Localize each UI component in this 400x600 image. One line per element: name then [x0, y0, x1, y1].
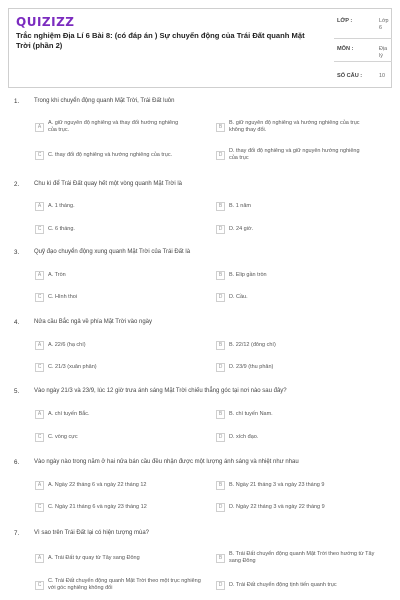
- option-d[interactable]: [216, 576, 394, 594]
- option-letter: D: [216, 433, 225, 442]
- option-letter: D: [216, 363, 225, 372]
- subject-field: [334, 39, 392, 62]
- option-text: C. Trái Đất chuyển động quanh Mặt Trời theo một trục nghiêng với góc nghiêng không đổi: [48, 578, 201, 591]
- option-text: D. Cầu.: [229, 293, 248, 300]
- question-count-value: 10: [379, 73, 385, 79]
- option-text: C. 6 tháng.: [48, 225, 75, 232]
- option-text: C. 21/3 (xuân phân): [48, 363, 97, 370]
- option-b[interactable]: [216, 118, 369, 136]
- option-c[interactable]: [35, 288, 188, 306]
- question-number: 1.: [14, 98, 20, 105]
- option-text: A. giữ nguyên độ nghiêng và thay đổi hướng nghiêng của trục.: [48, 120, 179, 133]
- option-text: C. Ngày 21 tháng 6 và ngày 23 tháng 12: [48, 503, 147, 510]
- option-letter: A: [35, 481, 44, 490]
- option-letter: B: [216, 410, 225, 419]
- option-text: D. Ngày 22 tháng 3 và ngày 22 tháng 9: [229, 503, 325, 510]
- question-text: Vào ngày nào trong năm ở hai nửa bán cầu đều nhận được một lượng ánh sáng và nhiệt như nhau: [34, 459, 299, 465]
- option-d[interactable]: [216, 358, 369, 376]
- class-field: [334, 9, 392, 39]
- option-b[interactable]: [216, 266, 369, 284]
- option-text: B. giữ nguyên độ nghiêng và hướng nghiêng của trục không thay đổi.: [229, 120, 360, 133]
- option-letter: D: [216, 225, 225, 234]
- question-number: 2.: [14, 181, 20, 188]
- question-text: Vì sao trên Trái Đất lại có hiện tượng mùa?: [34, 530, 150, 536]
- option-d[interactable]: [216, 428, 369, 446]
- option-letter: A: [35, 271, 44, 280]
- option-letter: B: [216, 554, 225, 563]
- option-letter: B: [216, 341, 225, 350]
- option-text: D. 23/9 (thu phân): [229, 363, 274, 370]
- option-text: B. Ngày 21 tháng 3 và ngày 23 tháng 9: [229, 481, 325, 488]
- option-b[interactable]: [216, 197, 369, 215]
- option-letter: A: [35, 341, 44, 350]
- option-a[interactable]: [35, 266, 188, 284]
- option-letter: C: [35, 433, 44, 442]
- option-b[interactable]: [216, 549, 379, 567]
- option-text: A. Tròn: [48, 271, 66, 278]
- option-b[interactable]: [216, 476, 394, 494]
- option-text: C. Hình thoi: [48, 293, 78, 300]
- option-text: B. Trái Đất chuyển động quanh Mặt Trời theo hướng từ Tây sang Đông: [229, 551, 375, 564]
- option-text: D. xích đạo.: [229, 433, 259, 440]
- worksheet-title: Trắc nghiệm Địa Lí 6 Bài 8: (có đáp án ) Sự chuyển động của Trái Đất quanh Mặt Trời (phần 2): [16, 31, 305, 50]
- option-d[interactable]: [216, 288, 369, 306]
- option-letter: C: [35, 225, 44, 234]
- option-letter: C: [35, 293, 44, 302]
- option-text: B. 22/12 (đông chí): [229, 341, 276, 348]
- option-text: B. Elip gần tròn: [229, 271, 267, 278]
- option-b[interactable]: [216, 336, 369, 354]
- option-a[interactable]: [35, 405, 188, 423]
- option-c[interactable]: [35, 358, 188, 376]
- option-d[interactable]: [216, 498, 394, 516]
- option-d[interactable]: [216, 146, 369, 164]
- option-c[interactable]: [35, 428, 188, 446]
- question-text: Trong khi chuyển động quanh Mặt Trời, Trái Đất luôn: [34, 98, 175, 104]
- question-text: Nửa cầu Bắc ngả về phía Mặt Trời vào ngày: [34, 319, 153, 325]
- option-text: A. 22/6 (hạ chí): [48, 341, 86, 348]
- question-number: 4.: [14, 319, 20, 326]
- option-text: D. 24 giờ.: [229, 225, 254, 232]
- option-letter: A: [35, 554, 44, 563]
- option-text: A. chí tuyến Bắc.: [48, 410, 90, 417]
- question-number: 7.: [14, 530, 20, 537]
- option-a[interactable]: [35, 336, 188, 354]
- option-b[interactable]: [216, 405, 369, 423]
- option-text: B. 1 năm: [229, 202, 252, 209]
- option-text: B. chí tuyến Nam.: [229, 410, 273, 417]
- option-text: D. Trái Đất chuyển động tịnh tiến quanh trục: [229, 581, 337, 588]
- option-letter: A: [35, 410, 44, 419]
- option-letter: B: [216, 123, 225, 132]
- option-letter: C: [35, 363, 44, 372]
- quizizz-logo: QUIZIZZ: [16, 15, 75, 29]
- option-letter: C: [35, 581, 44, 590]
- option-letter: D: [216, 151, 225, 160]
- option-text: A. Trái Đất tự quay từ Tây sang Đông: [48, 554, 140, 561]
- subject-value: Địa lý: [379, 46, 388, 59]
- subject-label: MÔN :: [337, 46, 354, 52]
- class-label: LỚP :: [337, 18, 353, 24]
- option-c[interactable]: [35, 146, 208, 164]
- option-letter: A: [35, 202, 44, 211]
- option-letter: A: [35, 123, 44, 132]
- option-text: C. vòng cực: [48, 433, 78, 440]
- option-d[interactable]: [216, 220, 369, 238]
- option-a[interactable]: [35, 476, 213, 494]
- option-text: D. thay đổi độ nghiêng và giữ nguyên hướng nghiêng của trục: [229, 148, 360, 161]
- option-c[interactable]: [35, 576, 208, 594]
- option-letter: D: [216, 503, 225, 512]
- question-count-field: [334, 62, 392, 88]
- question-text: Vào ngày 21/3 và 23/9, lúc 12 giờ trưa ánh sáng Mặt Trời chiếu thẳng góc tại nơi nào sau đây?: [34, 388, 287, 394]
- class-value: Lớp 6: [379, 18, 389, 31]
- option-text: A. 1 tháng.: [48, 202, 75, 209]
- option-letter: B: [216, 481, 225, 490]
- option-letter: B: [216, 202, 225, 211]
- option-letter: B: [216, 271, 225, 280]
- option-text: A. Ngày 22 tháng 6 và ngày 22 tháng 12: [48, 481, 147, 488]
- worksheet-header: [8, 8, 392, 88]
- question-text: Quỹ đạo chuyển động xung quanh Mặt Trời của Trái Đất là: [34, 249, 191, 255]
- option-a[interactable]: [35, 197, 188, 215]
- question-number: 3.: [14, 249, 20, 256]
- option-letter: C: [35, 151, 44, 160]
- option-c[interactable]: [35, 220, 188, 238]
- option-letter: D: [216, 293, 225, 302]
- option-a[interactable]: [35, 118, 188, 136]
- option-text: C. thay đổi độ nghiêng và hướng nghiêng của trục.: [48, 151, 173, 158]
- question-number: 5.: [14, 388, 20, 395]
- option-letter: C: [35, 503, 44, 512]
- option-letter: D: [216, 581, 225, 590]
- question-number: 6.: [14, 459, 20, 466]
- option-c[interactable]: [35, 498, 213, 516]
- option-a[interactable]: [35, 549, 208, 567]
- question-count-label: SỐ CÂU :: [337, 73, 363, 79]
- question-text: Chu kì để Trái Đất quay hết một vòng quanh Mặt Trời là: [34, 181, 183, 187]
